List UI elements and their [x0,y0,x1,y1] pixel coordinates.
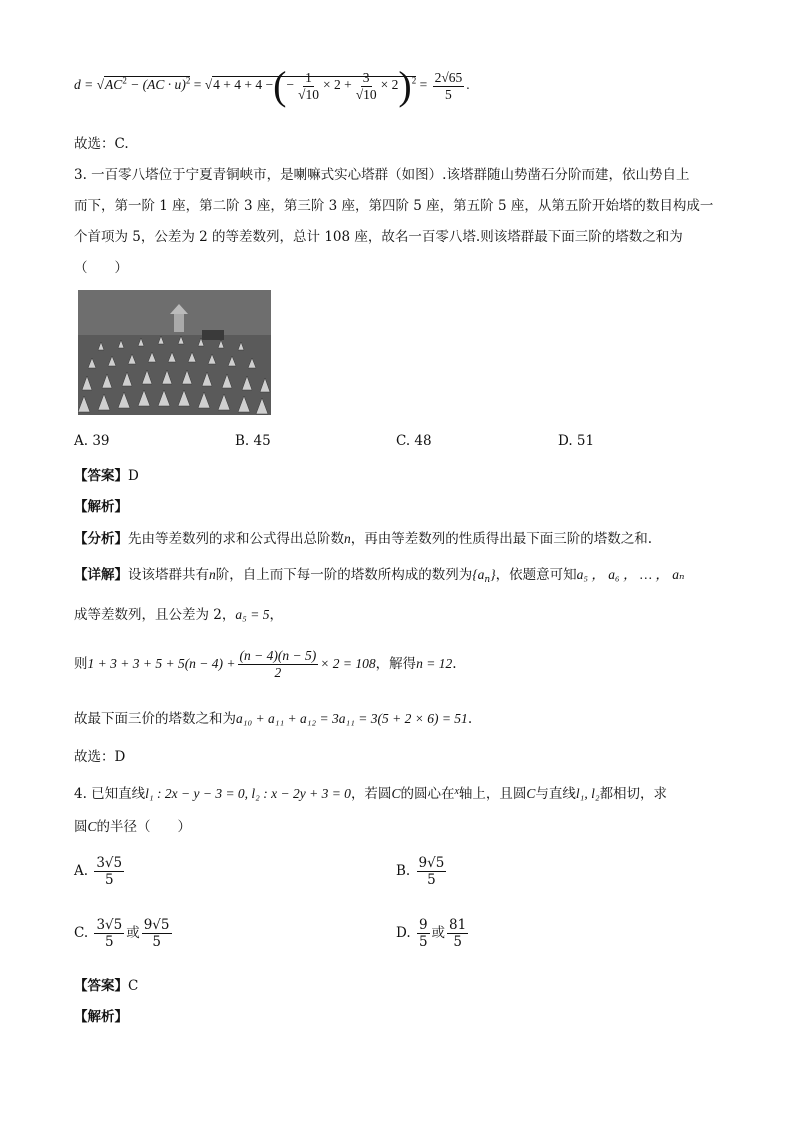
detail-tag: 【详解】 [74,567,128,583]
detail-n: n [209,567,216,582]
answer-value: D [128,468,139,484]
q3-sum: 故最下面三价的塔数之和为a₁₀ + a₁₁ + a₁₂ = 3a₁₁ = 3(5 + 2 × 6) = 51. [74,711,473,727]
result-frac: $\frac{2√65}{5}$ [434,69,463,102]
q4-line2: 圆C的半径（ ） [74,819,192,835]
q4-option-d: D. $\frac{9}{5}$ 或 $\frac{81}{5}$ [396,917,467,950]
q3-option-b: B. 45 [235,433,271,449]
formula-inner: 4 + 4 + 4 − [213,77,274,93]
q4-line1: 4. 已知直线l₁ : 2x − y − 3 = 0, l₂ : x − 2y + 3 = 0，若圆C的圆心在$^x$轴上，且圆C与直线l₁, l₂都相切，求 [74,786,668,802]
detail-text-c: ，依题意可知 [495,567,577,583]
q3-option-a: A. 39 [74,433,110,449]
q3-equation: 则1 + 3 + 3 + 5 + 5(n − 4) + $\frac{(n - 4)(n - 5)}{2}$ × 2 = 108，解得n = 12. [74,648,457,680]
eq-left: 1 + 3 + 3 + 5 + 5(n − 4) + [87,656,236,671]
frac-1: $\frac{1}{√10}$ [298,69,319,102]
vector-dot: AC · u [147,77,182,93]
q3-line1: 3. 一百零八塔位于宁夏青铜峡市，是喇嘛式实心塔群（如图）.该塔群随山势凿石分阶而建，依山势自上 [74,167,690,183]
q3-fenxi [74,527,652,547]
q4-text-a: 4. 已知直线 [74,786,146,802]
fenxi-n: n [344,531,351,546]
detail-text-a: 设该塔群共有 [128,567,209,583]
detail-text-b: 阶，自上而下每一阶的塔数所构成的数列为 [215,567,473,583]
sum-prefix: 故最下面三价的塔数之和为 [74,711,236,727]
frac-2: $\frac{3}{√10}$ [355,69,377,102]
eq-frac: $\frac{(n - 4)(n - 5)}{2}$ [239,648,317,680]
q3-answer [74,464,139,484]
answer-line-prev: 故选：C. [74,136,129,152]
eq-prefix: 则 [74,656,88,672]
detail-line2: 成等差数列，且公差为 2， [74,607,236,623]
q4-option-b: B. $\frac{9√5}{5}$ [396,855,445,888]
eq-solve: ，解得 [375,656,417,672]
q3-analysis-tag: 【解析】 [74,499,128,515]
sum-expr: a₁₀ + a₁₁ + a₁₂ = 3a₁₁ = 3(5 + 2 × 6) = 51 [236,711,468,726]
pagoda-photo [78,290,271,415]
q4-answer: 【答案】C [74,978,139,994]
formula-lhs: d = [74,77,94,93]
distance-formula: $d = √AC^2 - (AC \cdot u)^2 = √4 + 4 + 4$ −(− $\frac{1}{√10}$ × 2 + $\frac{3}{√10}$ × 2)$^2$ = $\frac{2√65}{5}$ . [74,63,470,108]
pagoda-image [78,290,271,415]
sqrt-sign: √ [96,77,105,93]
detail-a5: a₅ = 5 [235,607,270,622]
detail-seq: {a [472,567,485,582]
eq-right: × 2 = 108 [320,656,376,671]
fenxi-text-a: 先由等差数列的求和公式得出总阶数 [128,531,344,547]
q4-option-c: C. $\frac{3√5}{5}$ 或 $\frac{9√5}{5}$ [74,917,170,950]
q3-detail-line2: 成等差数列，且公差为 2，a₅ = 5， [74,607,283,623]
vector-ac: AC [105,77,123,93]
q3-line2: 而下，第一阶 1 座，第二阶 3 座，第三阶 3 座，第四阶 5 座，第五阶 5 座，从第五阶开始塔的数目构成一 [74,198,714,214]
detail-list: a₅ ， a₆ ， … ， aₙ [576,567,685,582]
q3-blank: （ ） [74,260,128,276]
q3-detail: 【详解】设该塔群共有n阶，自上而下每一阶的塔数所构成的数列为$\{a_n\}$，依题意可知a₅ ， a₆ ， … ， aₙ [74,567,685,585]
sqrt-body-2: 4 + 4 + 4 −(− $\frac{1}{√10}$ × 2 + $\frac{3}{√10}$ × 2)$^2$ [213,63,417,108]
q4-option-a: A. $\frac{3√5}{5}$ [74,855,123,888]
q3-option-c: C. 48 [396,433,432,449]
q4-lines: l₁ : 2x − y − 3 = 0, l₂ : x − 2y + 3 = 0 [145,786,351,801]
eq-n12: n = 12 [416,656,453,671]
answer-tag: 【答案】 [74,468,128,484]
fenxi-tag: 【分析】 [74,531,128,547]
q3-option-d: D. 51 [558,433,595,449]
q3-choose: 故选：D [74,749,126,765]
q3-line3: 个首项为 5，公差为 2 的等差数列，总计 108 座，故名一百零八塔.则该塔群最下面三阶的塔数之和为 [74,229,683,245]
sqrt-body: $AC^2 - (AC \cdot u)^2$ [105,75,191,93]
fenxi-text-b: ，再由等差数列的性质得出最下面三阶的塔数之和. [350,531,653,547]
q4-analysis-tag: 【解析】 [74,1009,128,1025]
